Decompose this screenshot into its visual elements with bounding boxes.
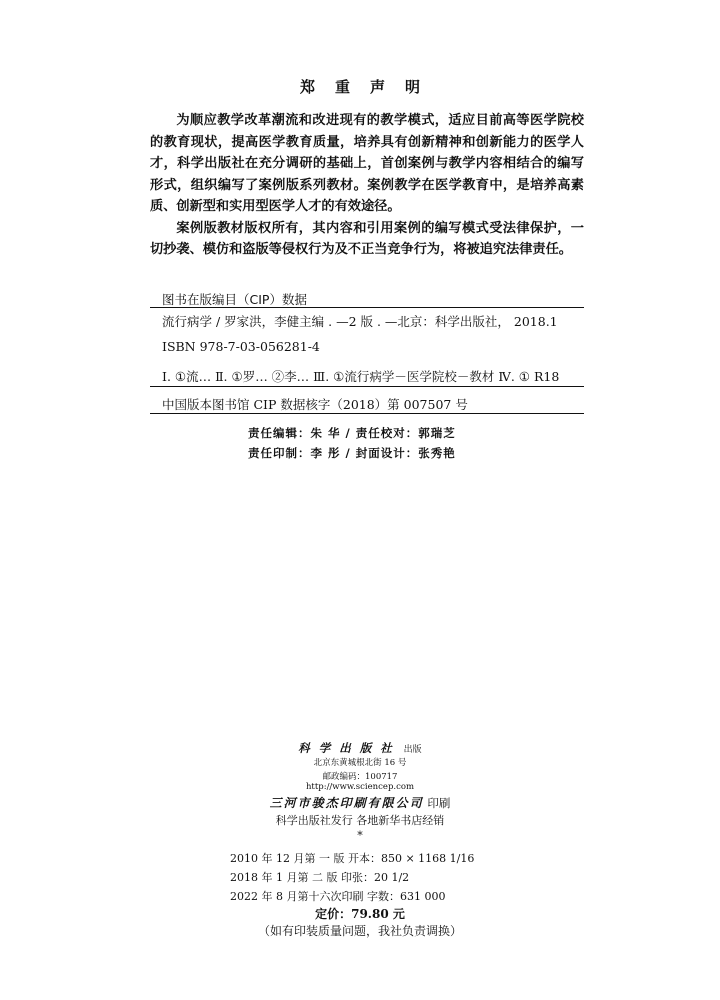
notice-title: 郑重声明 (299, 78, 440, 96)
cip-record: 中国版本图书馆 CIP 数据核字（2018）第 007507 号 (162, 397, 468, 412)
separator-mark: * (357, 829, 363, 842)
quality-note: （如有印装质量问题，我社负责调换） (257, 924, 462, 938)
edition-line-second: 2018 年 1 月第 二 版 印张：20 1/2 (230, 871, 410, 884)
printer-line (0, 794, 720, 811)
edition-line-first: 2010 年 12 月第 一 版 开本：850 × 1168 1/16 (230, 852, 475, 865)
edition-line-printing: 2022 年 8 月第十六次印刷 字数：631 000 (230, 890, 446, 903)
notice-paragraph: 为顺应教学改革潮流和改进现有的教学模式，适应目前高等医学院校的教育现状，提高医学教育质量，培养具有创新精神和创新能力的医学人才，科学出版社在充分调研的基础上，首创案例与教学内容相结合的编写形式，组织编写了案例版系列教材。案例教学在医学教育中，是培养高素质、创新型和实用型医学人才的有效途径。 (150, 113, 584, 214)
cip-isbn: ISBN 978-7-03-056281-4 (162, 339, 320, 354)
publisher-url: http://www.sciencep.com (305, 782, 415, 792)
cip-mid-rule (150, 386, 584, 387)
notice-body (150, 110, 584, 261)
printer-name: 三河市骏杰印刷有限公司 (269, 796, 424, 810)
publisher-line (0, 740, 720, 756)
printer-suffix: 印刷 (427, 796, 451, 810)
publisher-postcode: 邮政编码：100717 (322, 772, 398, 782)
cip-description: 流行病学 / 罗家洪，李健主编 . —2 版 . —北京：科学出版社， 2018.1 (162, 314, 558, 329)
staff-line-production: 责任印制：李 彤 / 封面设计：张秀艳 (248, 446, 456, 460)
cip-classification: Ⅰ. ①流… Ⅱ. ①罗… ②李… Ⅲ. ①流行病学－医学院校－教材 Ⅳ. ① R18 (162, 369, 560, 384)
publisher-address: 北京东黄城根北街 16 号 (313, 758, 407, 768)
publisher-name: 科学出版社 (298, 741, 401, 755)
publisher-suffix: 出版 (403, 745, 422, 755)
distribution-line: 科学出版社发行 各地新华书店经销 (275, 814, 445, 827)
price: 定价：79.80 元 (315, 907, 405, 921)
staff-line-editors: 责任编辑：朱 华 / 责任校对：郭瑞芝 (248, 426, 456, 440)
cip-top-rule (150, 307, 584, 308)
cip-heading: 图书在版编目（CIP）数据 (162, 292, 307, 307)
notice-paragraph: 案例版教材版权所有，其内容和引用案例的编写模式受法律保护，一切抄袭、模仿和盗版等侵权行为及不正当竞争行为，将被追究法律责任。 (150, 220, 584, 257)
cip-bottom-rule (150, 413, 584, 414)
